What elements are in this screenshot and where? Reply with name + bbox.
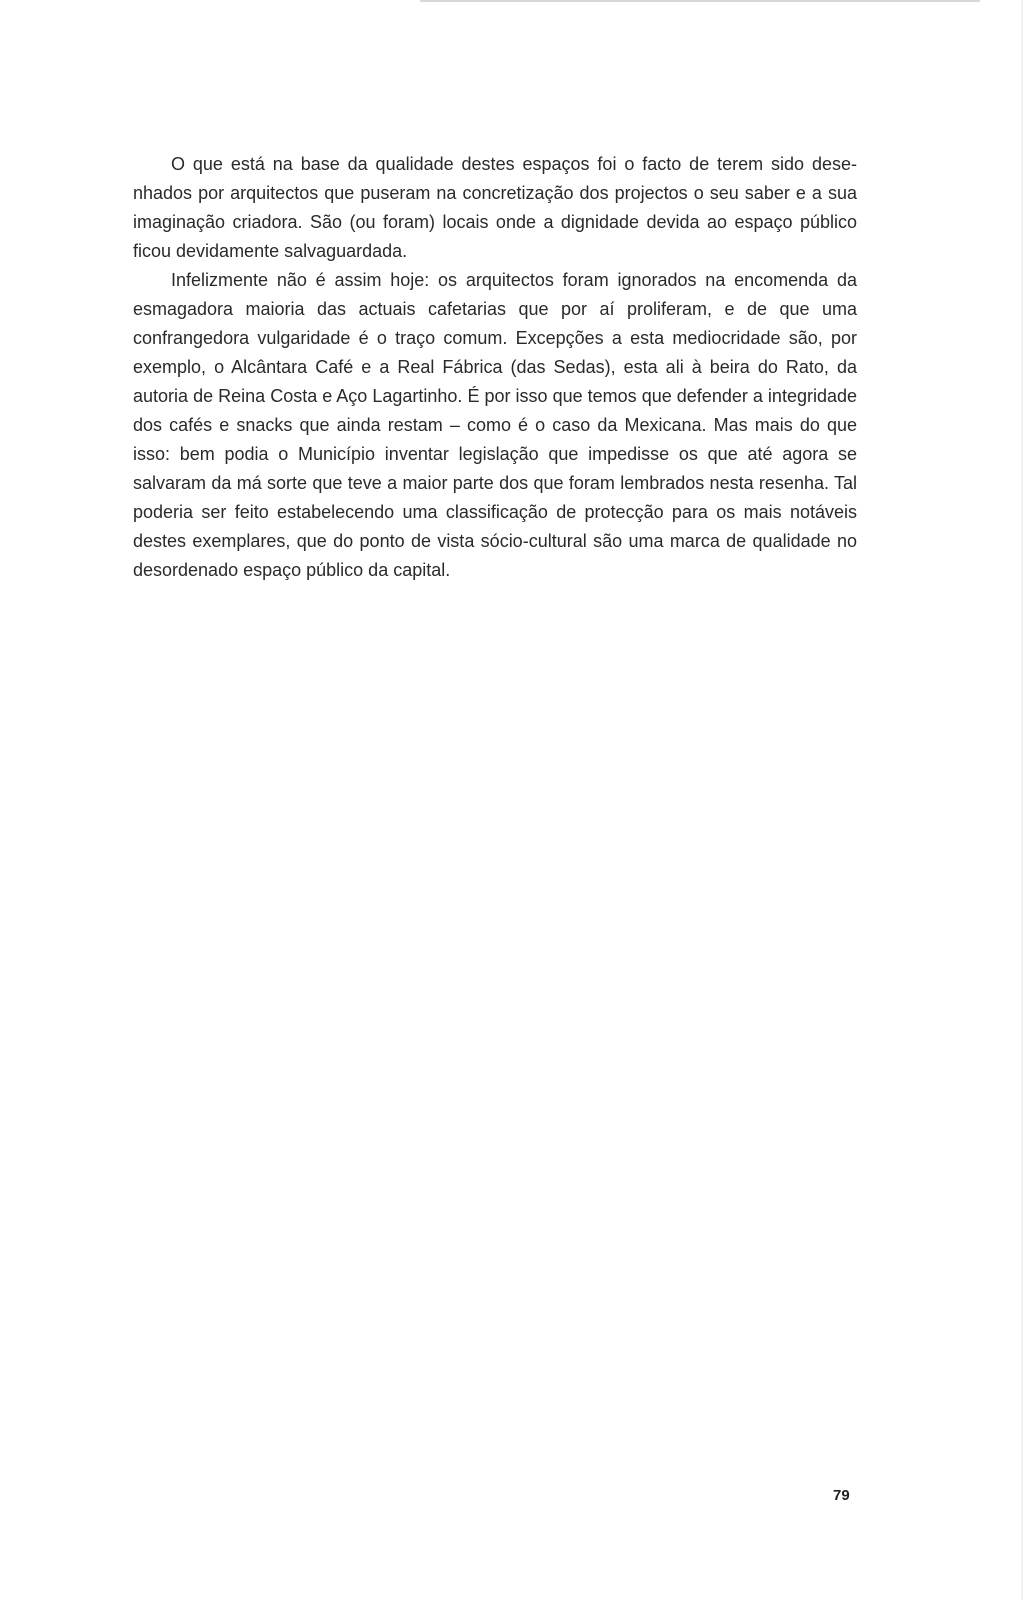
paragraph-1: O que está na base da qualidade destes espaços foi o facto de terem sido desenhados por arquitectos que puseram na concretização dos projectos o seu saber e a sua imaginação criadora. São (ou foram) locais onde a dignidade devida ao espaço público ficou devidamente salvaguardada. xyxy=(133,154,857,261)
page-number: 79 xyxy=(833,1487,850,1504)
paragraph-2: Infelizmente não é assim hoje: os arquitectos foram ignorados na encomenda da esmagadora maioria das actuais cafetarias que por aí proliferam, e de que uma confrangedora vulgaridade é o traço comum. Excepções a esta mediocridade são, por exemplo, o Alcântara Café e a Real Fábrica (das Sedas), esta ali à beira do Rato, da autoria de Reina Costa e Aço Lagartinho. É por isso que temos que defender a integridade dos cafés e snacks que ainda restam – como é o caso da Mexicana. Mas mais do que isso: bem podia o Município inventar legislação que impedisse os que até agora se salvaram da má sorte que teve a maior parte dos que foram lembrados nesta resenha. Tal poderia ser feito estabelecendo uma classificação de protecção para os mais notáveis destes exemplares, que do ponto de vista sócio-cultural são uma marca de qualidade no desordenado espaço público da capital. xyxy=(133,270,857,580)
scan-edge-top xyxy=(420,0,980,2)
body-text xyxy=(133,150,857,585)
